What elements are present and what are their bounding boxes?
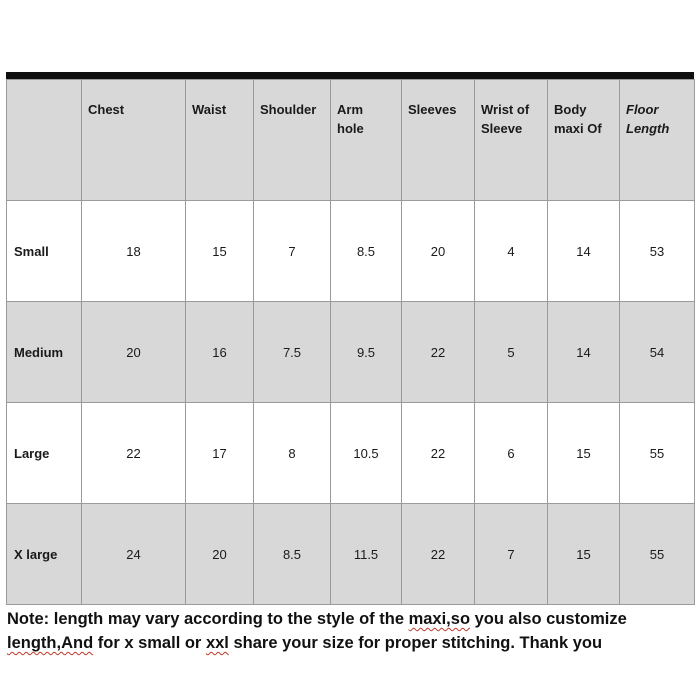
header-cell-chest: Chest xyxy=(82,80,186,201)
table-cell: 22 xyxy=(402,403,475,504)
table-cell: 4 xyxy=(475,201,548,302)
table-cell: 11.5 xyxy=(331,504,402,605)
table-cell: 14 xyxy=(548,302,620,403)
table-cell: 10.5 xyxy=(331,403,402,504)
spellcheck-word: maxi,so xyxy=(408,610,471,628)
table-row-large xyxy=(7,403,695,504)
row-label: Medium xyxy=(7,302,82,403)
table-cell: 20 xyxy=(186,504,254,605)
table-cell: 24 xyxy=(82,504,186,605)
header-cell-waist: Waist xyxy=(186,80,254,201)
header-cell-sleeves: Sleeves xyxy=(402,80,475,201)
table-cell: 9.5 xyxy=(331,302,402,403)
table-cell: 15 xyxy=(548,504,620,605)
table-cell: 15 xyxy=(548,403,620,504)
table-cell: 20 xyxy=(82,302,186,403)
table-cell: 20 xyxy=(402,201,475,302)
table-cell: 17 xyxy=(186,403,254,504)
table-row-medium xyxy=(7,302,695,403)
table-cell: 54 xyxy=(620,302,695,403)
table-cell: 53 xyxy=(620,201,695,302)
size-table xyxy=(6,79,695,605)
table-cell: 5 xyxy=(475,302,548,403)
header-cell-wrist-of-sleeve: Wrist of Sleeve xyxy=(475,80,548,201)
table-cell: 7 xyxy=(254,201,331,302)
spellcheck-word: xxl xyxy=(205,634,229,652)
table-cell: 8.5 xyxy=(331,201,402,302)
table-cell: 55 xyxy=(620,504,695,605)
table-cell: 7.5 xyxy=(254,302,331,403)
table-cell: 7 xyxy=(475,504,548,605)
table-cell: 8 xyxy=(254,403,331,504)
size-chart xyxy=(6,72,694,655)
row-label: X large xyxy=(7,504,82,605)
table-cell: 55 xyxy=(620,403,695,504)
table-cell: 15 xyxy=(186,201,254,302)
table-row-small xyxy=(7,201,695,302)
header-cell-body-maxi: Body maxi Of xyxy=(548,80,620,201)
table-cell: 6 xyxy=(475,403,548,504)
top-rule xyxy=(6,72,694,79)
header-cell-shoulder: Shoulder xyxy=(254,80,331,201)
table-cell: 22 xyxy=(402,504,475,605)
table-cell: 18 xyxy=(82,201,186,302)
header-cell-arm-hole: Arm hole xyxy=(331,80,402,201)
row-label: Small xyxy=(7,201,82,302)
table-cell: 16 xyxy=(186,302,254,403)
table-cell: 8.5 xyxy=(254,504,331,605)
table-cell: 22 xyxy=(402,302,475,403)
spellcheck-word: length,And xyxy=(7,634,94,652)
header-cell-corner xyxy=(7,80,82,201)
table-cell: 14 xyxy=(548,201,620,302)
table-cell: 22 xyxy=(82,403,186,504)
header-cell-floor-length: Floor Length xyxy=(620,80,695,201)
row-label: Large xyxy=(7,403,82,504)
note-text: Note: length may vary according to the style of the maxi,so you also customize length,And for x small or xxl share your size for proper stitching. Thank you xyxy=(7,610,627,652)
table-row-x-large xyxy=(7,504,695,605)
header-row xyxy=(7,80,695,201)
